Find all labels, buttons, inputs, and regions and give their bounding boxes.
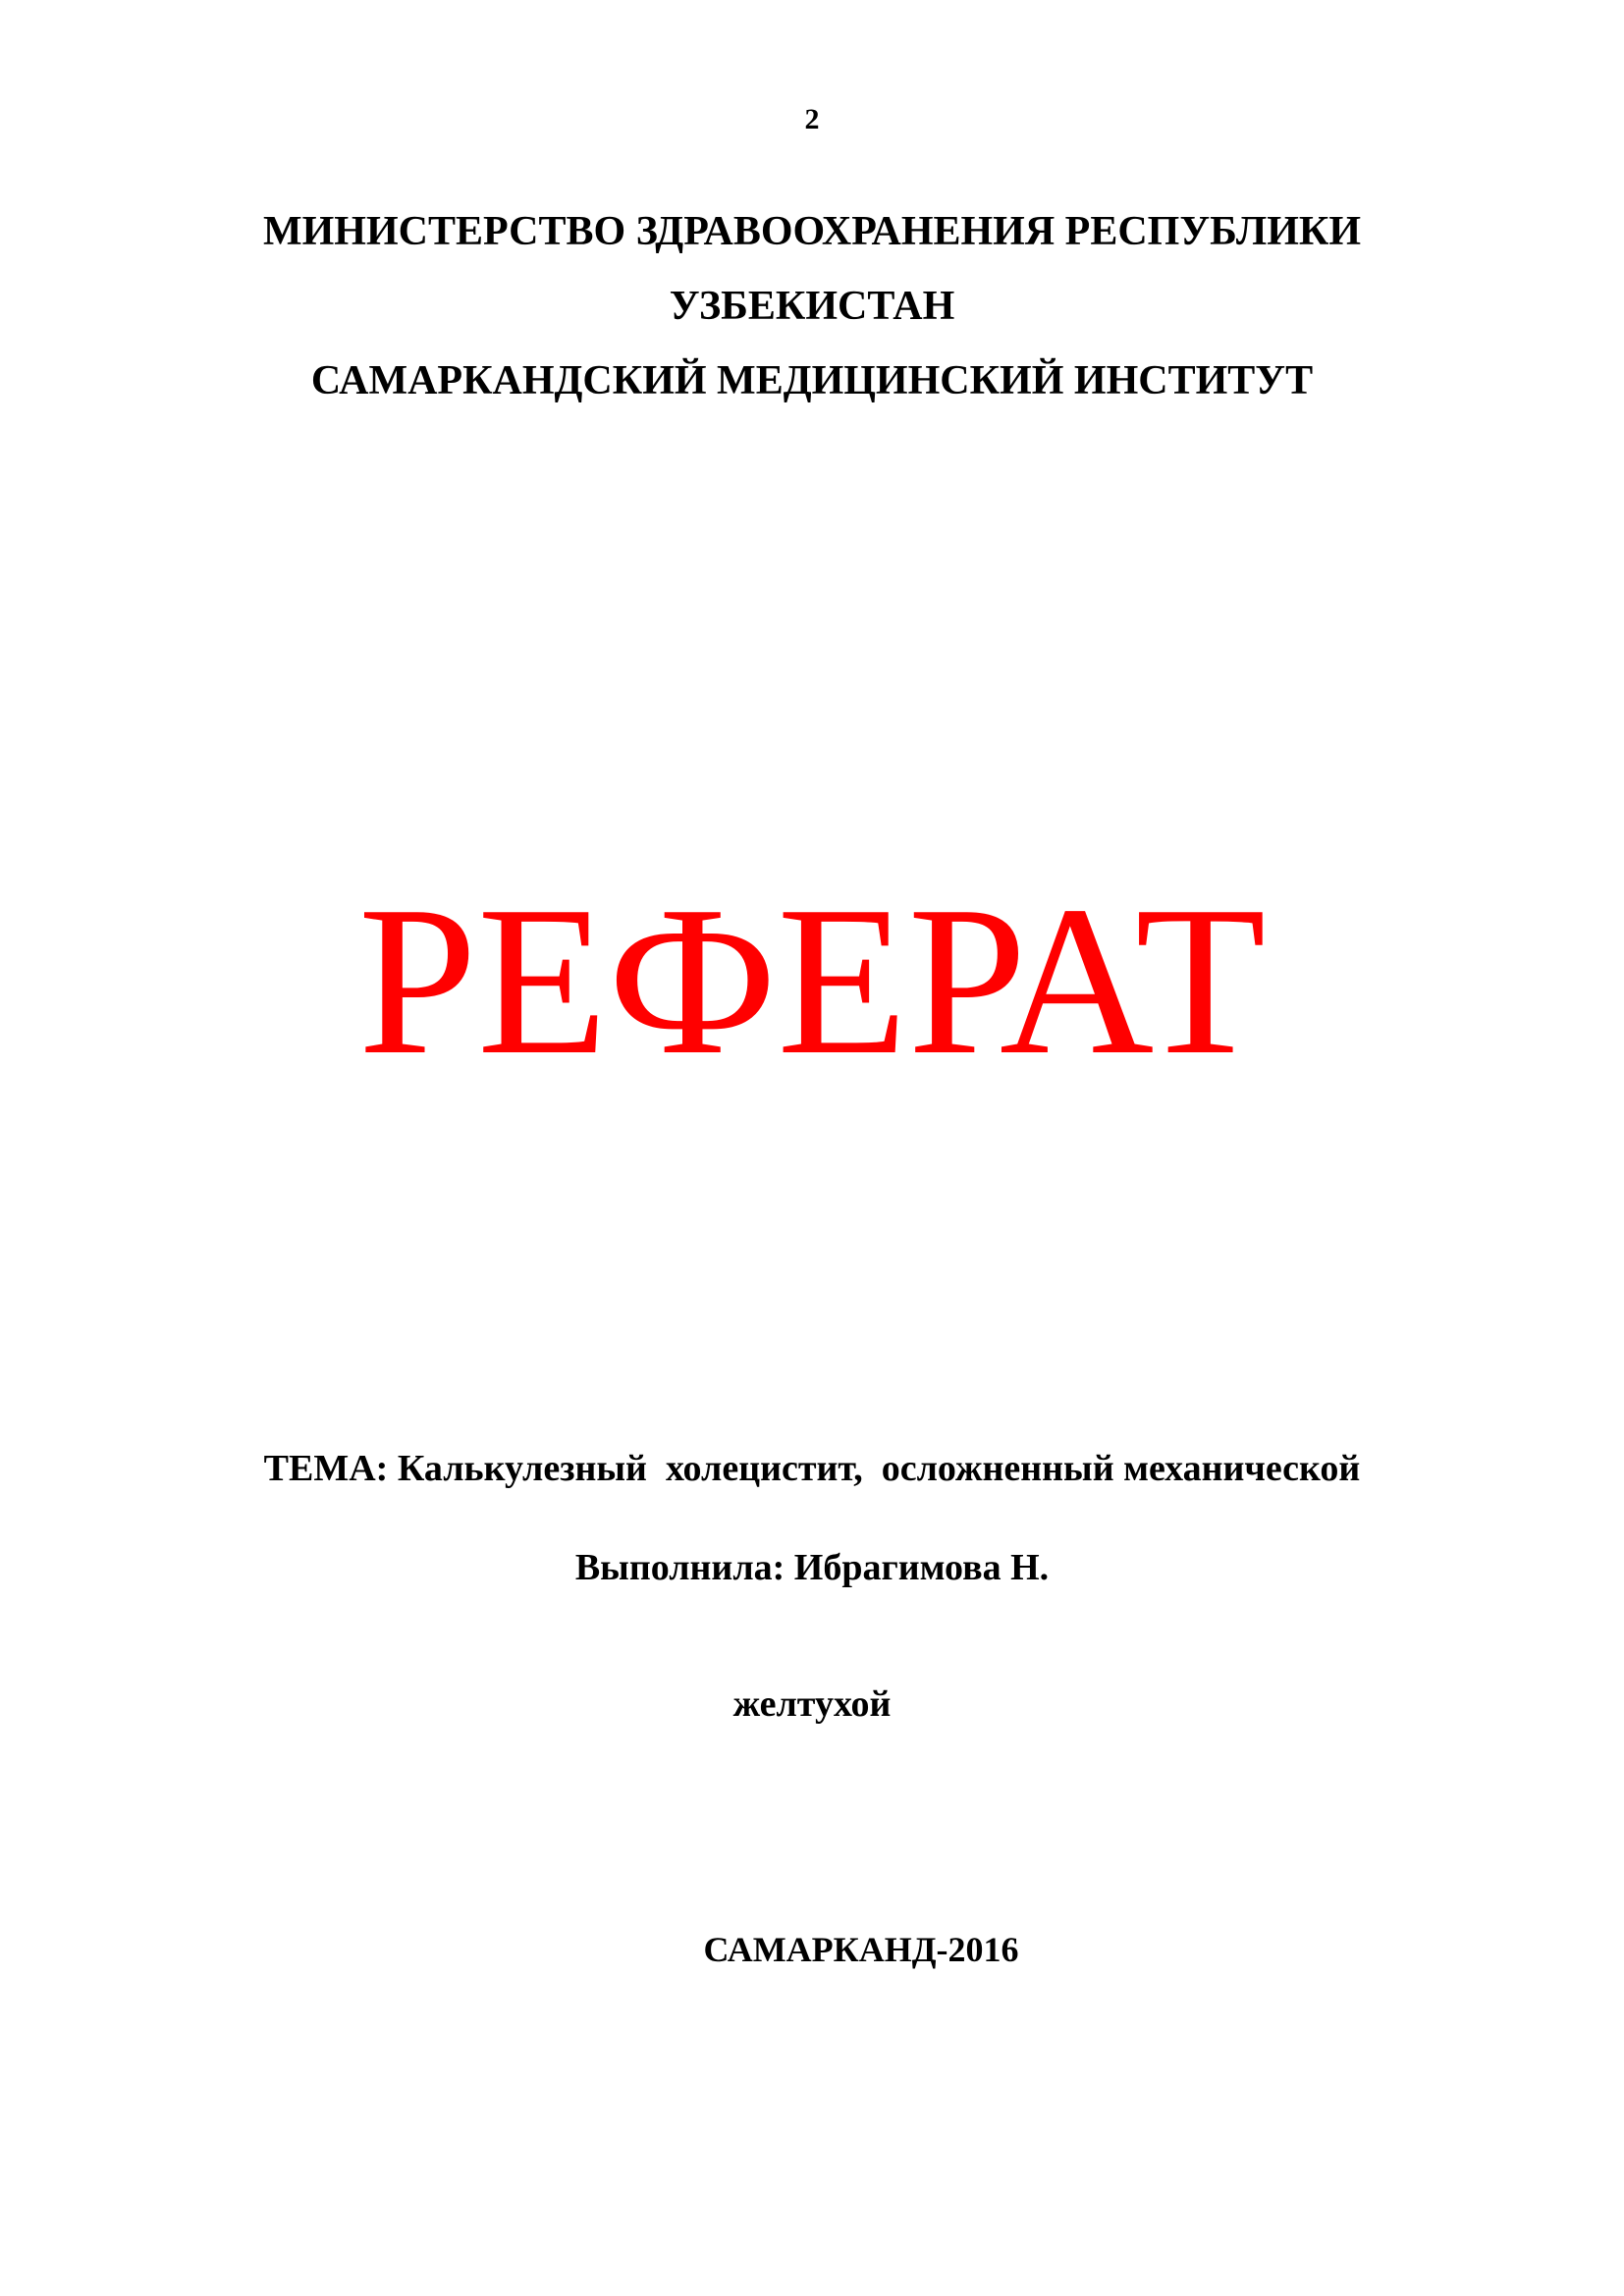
author-line: Выполнила: Ибрагимова Н. [574, 1547, 1050, 1588]
institute-name: САМАРКАНДСКИЙ МЕДИЦИНСКИЙ ИНСТИТУТ [310, 358, 1314, 403]
ministry-line-1: МИНИСТЕРСТВО ЗДРАВООХРАНЕНИЯ РЕСПУБЛИКИ [263, 209, 1361, 254]
institution-header [0, 194, 1624, 418]
page-number: 2 [804, 103, 820, 135]
topic-line-2: желтухой [732, 1683, 892, 1725]
topic-line-1: ТЕМА: Калькулезный холецистит, осложненный механической [263, 1448, 1361, 1489]
document-title: РЕФЕРАТ [357, 863, 1267, 1099]
city-year: САМАРКАНД-2016 [703, 1930, 1019, 1969]
ministry-line-2: УЗБЕКИСТАН [669, 284, 955, 329]
